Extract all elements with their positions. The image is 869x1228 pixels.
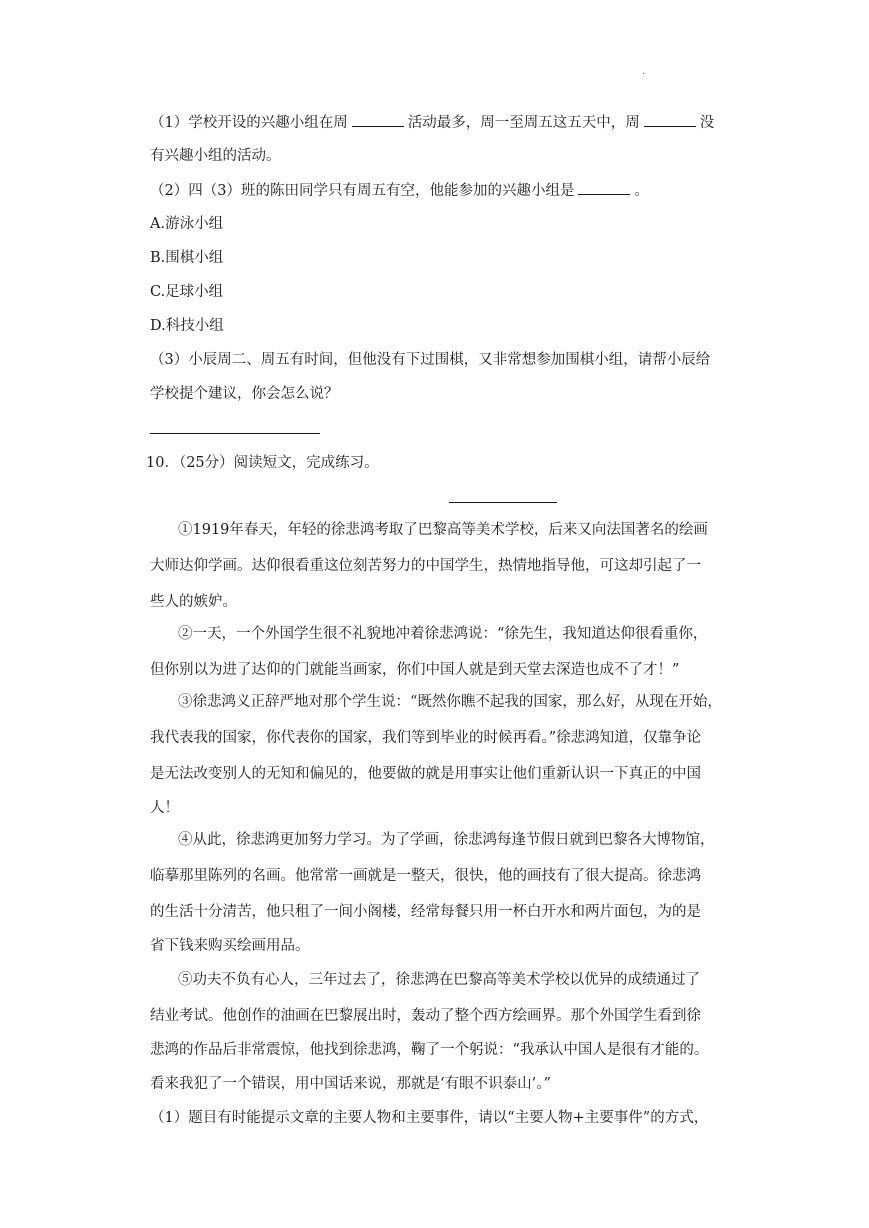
q9-part3-line1: （3）小辰周二、周五有时间，但他没有下过围棋，又非常想参加围棋小组，请帮小辰给 [150,352,711,368]
q9-part1-line2: 有兴趣小组的活动。 [150,148,281,164]
para5-line4: 看来我犯了一个错误，用中国话来说，那就是‘有眼不识泰山’。” [150,1076,551,1092]
para5-line2: 结业考试。他创作的油画在巴黎展出时，轰动了整个西方绘画界。那个外国学生看到徐 [150,1008,701,1024]
q10-sub1-line1: （1）题目有时能提示文章的主要人物和主要事件，请以“主要人物+主要事件”的方式， [150,1110,709,1126]
para3-line3: 是无法改变别人的无知和偏见的，他要做的就是用事实让他们重新认识一下真正的中国 [150,766,701,782]
para3-line4: 人！ [150,800,179,816]
option-c: C.足球小组 [150,284,224,300]
q9-part1-text-a: （1）学校开设的兴趣小组在周 [150,115,348,131]
para4-line4: 省下钱来购买绘画用品。 [150,938,310,954]
para4-line1: ④从此，徐悲鸿更加努力学习。为了学画，徐悲鸿每逢节假日就到巴黎各大博物馆， [178,832,715,848]
q9-part2 [150,180,649,201]
option-b: B.围棋小组 [150,250,224,266]
q10-header: 10．（25分）阅读短文，完成练习。 [146,455,379,471]
q9-part1-text-c: 没 [699,115,715,131]
para5-line1: ⑤功夫不负有心人，三年过去了，徐悲鸿在巴黎高等美术学校以优异的成绩通过了 [178,972,700,988]
para5-line3: 悲鸿的作品后非常震惊，他找到徐悲鸿，鞠了一个躬说：“我承认中国人是很有才能的。 [150,1042,709,1058]
answer-blank-3[interactable] [578,180,630,195]
para4-line3: 的生活十分清苦，他只租了一间小阁楼，经常每餐只用一杯白开水和两片面包，为的是 [150,904,701,920]
para2-line2: 但你别以为进了达仰的门就能当画家，你们中国人就是到天堂去深造也成不了才！” [150,662,680,678]
title-blank[interactable] [449,502,557,503]
corner-mark: . [642,66,646,77]
q9-part2-text: （2）四（3）班的陈田同学只有周五有空，他能参加的兴趣小组是 [150,183,575,199]
para1-line1: ①1919年春天，年轻的徐悲鸿考取了巴黎高等美术学校，后来又向法国著名的绘画 [178,522,708,538]
para1-line2: 大师达仰学画。达仰很看重这位刻苦努力的中国学生，热情地指导他，可这却引起了一 [150,558,701,574]
answer-blank-1[interactable] [352,112,404,127]
option-a: A.游泳小组 [150,216,224,232]
para3-line2: 我代表我的国家，你代表你的国家，我们等到毕业的时候再看。”徐悲鸿知道，仅靠争论 [150,730,702,746]
para1-line3: 些人的嫉妒。 [150,594,237,610]
answer-blank-2[interactable] [644,112,696,127]
para3-line1: ③徐悲鸿义正辞严地对那个学生说：“既然你瞧不起我的国家，那么好，从现在开始， [178,694,722,710]
option-d: D.科技小组 [150,318,224,334]
q9-part1-text-b: 活动最多，周一至周五这五天中，周 [407,115,640,131]
q9-part1-line1 [150,112,714,133]
q9-part2-end: 。 [634,183,649,199]
para2-line1: ②一天，一个外国学生很不礼貌地冲着徐悲鸿说：“徐先生，我知道达仰很看重你， [178,626,708,642]
answer-line[interactable] [150,433,320,434]
para4-line2: 临摹那里陈列的名画。他常常一画就是一整天，很快，他的画技有了很大提高。徐悲鸿 [150,868,701,884]
q9-part3-line2: 学校提个建议，你会怎么说？ [150,386,339,402]
